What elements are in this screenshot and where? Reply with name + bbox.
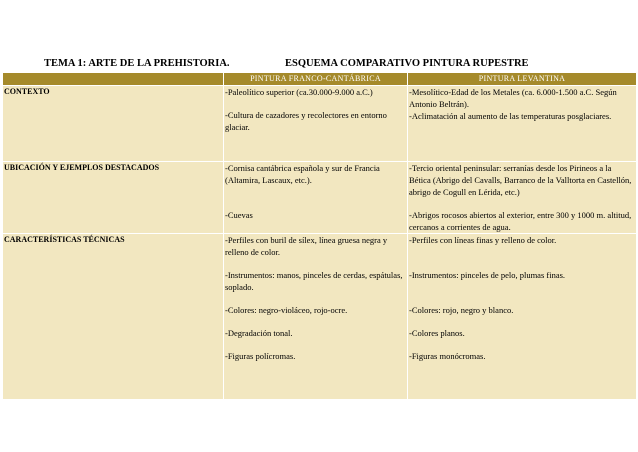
cell-line: -Instrumentos: manos, pinceles de cerdas, espátulas, soplado.	[225, 270, 403, 292]
levantina-cell	[408, 162, 637, 234]
franco-cell	[224, 162, 408, 234]
cell-line: -Abrigos rocosos abiertos al exterior, entre 300 y 1000 m. altitud, cercanos a corrientes de agua.	[409, 210, 632, 232]
table-row-ubicacion	[3, 162, 637, 234]
cell-line: -Perfiles con líneas finas y relleno de color.	[409, 235, 557, 245]
cell-line: -Cultura de cazadores y recolectores en entorno glaciar.	[225, 110, 387, 132]
levantina-cell	[408, 234, 637, 400]
header-levantina: PINTURA LEVANTINA	[408, 73, 637, 86]
header-franco-cantabrica: PINTURA FRANCO-CANTÁBRICA	[224, 73, 408, 86]
cell-line: -Tercio oriental peninsular: serranías desde los Pirineos a la Bética (Abrigo del Cavalls, Barranco de la Valltorta en Castellón, abrigo de Cogull en Lérida, etc.)	[409, 163, 632, 197]
row-label: UBICACIÓN Y EJEMPLOS DESTACADOS	[3, 162, 224, 234]
document-header	[44, 58, 604, 72]
cell-line: -Figuras polícromas.	[225, 351, 296, 361]
levantina-cell	[408, 86, 637, 162]
cell-line: -Mesolítico-Edad de los Metales (ca. 6.000-1.500 a.C. Según Antonio Beltrán).	[409, 87, 617, 109]
franco-cell	[224, 234, 408, 400]
cell-line: -Instrumentos: pinceles de pelo, plumas finas.	[409, 270, 566, 280]
cell-line: -Aclimatación al aumento de las temperaturas posglaciares.	[409, 111, 612, 121]
cell-line: -Perfiles con buril de sílex, línea gruesa negra y relleno de color.	[225, 235, 388, 257]
row-label: CONTEXTO	[3, 86, 224, 162]
cell-line: -Degradación tonal.	[225, 328, 293, 338]
cell-line: -Cornisa cantábrica española y sur de Francia (Altamira, Lascaux, etc.).	[225, 163, 380, 185]
franco-cell	[224, 86, 408, 162]
scheme-title: ESQUEMA COMPARATIVO PINTURA RUPESTRE	[285, 58, 529, 69]
row-label: CARACTERÍSTICAS TÉCNICAS	[3, 234, 224, 400]
table-row-caracteristicas	[3, 234, 637, 400]
table-row-contexto	[3, 86, 637, 162]
cell-line: -Paleolítico superior (ca.30.000-9.000 a.C.)	[225, 87, 373, 97]
topic-title: TEMA 1: ARTE DE LA PREHISTORIA.	[44, 58, 230, 69]
cell-line: -Colores planos.	[409, 328, 465, 338]
cell-line: -Colores: rojo, negro y blanco.	[409, 305, 514, 315]
table-header-row	[3, 73, 637, 86]
cell-line: -Figuras monócromas.	[409, 351, 486, 361]
comparison-table	[2, 72, 637, 400]
header-cell-empty	[3, 73, 224, 86]
cell-line: -Cuevas	[225, 210, 253, 220]
cell-line: -Colores: negro-violáceo, rojo-ocre.	[225, 305, 348, 315]
